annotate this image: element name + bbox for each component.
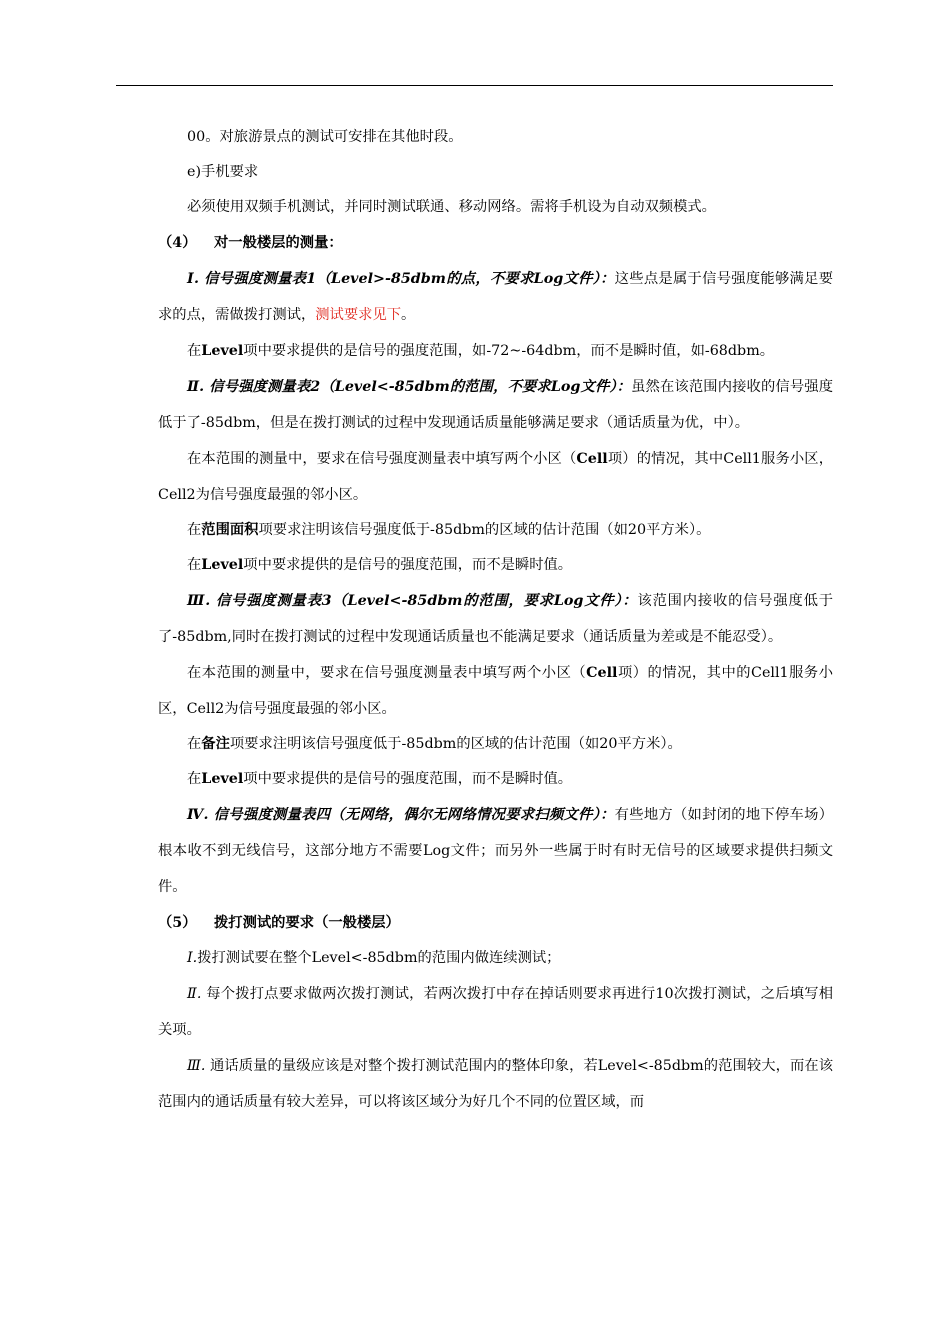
text: 在本范围的测量中，要求在信号强度测量表中填写两个小区（	[187, 665, 587, 681]
bold-term: 备注	[201, 736, 230, 752]
paragraph	[158, 513, 833, 548]
text: 在	[187, 522, 202, 538]
text: 该范围内接收的信号强度低于了-85dbm,同时在拨打测试的过程中发现通话质量也不能满足要求（通话质量为差或是不能忍受）。	[158, 593, 833, 645]
roman-numeral: Ⅰ.	[187, 950, 198, 966]
subsection-title: Ⅳ. 信号强度测量表四（无网络，偶尔无网络情况要求扫频文件）：	[187, 807, 615, 823]
paragraph	[158, 548, 833, 583]
heading-text: 拨打测试的要求（一般楼层）	[214, 915, 400, 931]
bold-term: Cell	[576, 451, 608, 467]
header-rule	[116, 85, 833, 86]
paragraph	[158, 762, 833, 797]
paragraph	[158, 261, 833, 333]
paragraph: e)手机要求	[187, 164, 259, 180]
subsection-title: Ⅰ. 信号强度测量表1（Level>-85dbm的点，不要求Log文件）：	[187, 271, 615, 287]
text: 项中要求提供的是信号的强度范围，如-72~-64dbm，而不是瞬时值，如-68dbm。	[243, 343, 775, 359]
paragraph	[158, 369, 833, 441]
text: 在	[187, 343, 202, 359]
text: 项中要求提供的是信号的强度范围，而不是瞬时值。	[243, 557, 573, 573]
text: 项）的情况，其中的Cell1服务小区，Cell2为信号强度最强的邻小区。	[158, 665, 834, 717]
paragraph	[158, 727, 833, 762]
text: 在	[187, 771, 202, 787]
text: 每个拨打点要求做两次拨打测试，若两次拨打中存在掉话则要求再进行10次拨打测试，之后填写相关项。	[158, 986, 834, 1038]
roman-numeral: Ⅲ.	[187, 1058, 206, 1074]
paragraph	[158, 583, 833, 655]
paragraph: 00。对旅游景点的测试可安排在其他时段。	[187, 129, 463, 145]
list-item	[158, 976, 833, 1048]
heading-number: （4）	[158, 235, 197, 251]
subsection-title: Ⅱ. 信号强度测量表2（Level<-85dbm的范围，不要求Log文件）：	[187, 379, 632, 395]
text: 通话质量的量级应该是对整个拨打测试范围内的整体印象，若Level<-85dbm的范围较大，而在该范围内的通话质量有较大差异，可以将该区域分为好几个不同的位置区域，而	[158, 1058, 833, 1110]
bold-term: 范围面积	[201, 522, 259, 538]
paragraph	[158, 441, 833, 513]
text: 在	[187, 736, 202, 752]
bold-term: Cell	[586, 665, 618, 681]
text: 在本范围的测量中，要求在信号强度测量表中填写两个小区（	[187, 451, 577, 467]
paragraph	[158, 655, 833, 727]
section-heading-5	[158, 905, 833, 941]
paragraph: 必须使用双频手机测试，并同时测试联通、移动网络。需将手机设为自动双频模式。	[187, 199, 716, 215]
document-body	[158, 120, 833, 1120]
text: 。	[401, 307, 416, 323]
text: 虽然在该范围内接收的信号强度低于了-85dbm，但是在拨打测试的过程中发现通话质量能够满足要求（通话质量为优，中）。	[158, 379, 833, 431]
text: 有些地方（如封闭的地下停车场）根本收不到无线信号，这部分地方不需要Log文件；而另外一些属于时有时无信号的区域要求提供扫频文件。	[158, 807, 834, 895]
bold-term: Level	[201, 557, 244, 573]
list-item	[158, 941, 833, 976]
paragraph	[158, 333, 833, 369]
text: 在	[187, 557, 202, 573]
heading-number: （5）	[158, 915, 197, 931]
roman-numeral: Ⅱ.	[187, 986, 202, 1002]
highlight-text: 测试要求见下	[315, 307, 402, 323]
list-item	[158, 1048, 833, 1120]
paragraph	[158, 797, 833, 905]
section-heading-4	[158, 225, 833, 261]
heading-text: 对一般楼层的测量：	[214, 235, 343, 251]
text: 项）的情况，其中Cell1服务小区，Cell2为信号强度最强的邻小区。	[158, 451, 834, 503]
bold-term: Level	[201, 343, 244, 359]
text: 这些点是属于信号强度能够满足要求的点，需做拨打测试，	[158, 271, 834, 323]
text: 项中要求提供的是信号的强度范围，而不是瞬时值。	[243, 771, 573, 787]
text: 项要求注明该信号强度低于-85dbm的区域的估计范围（如20平方米）。	[229, 736, 682, 752]
subsection-title: Ⅲ. 信号强度测量表3（Level<-85dbm的范围，要求Log文件）：	[187, 593, 638, 609]
text: 项要求注明该信号强度低于-85dbm的区域的估计范围（如20平方米）。	[258, 522, 711, 538]
text: 拨打测试要在整个Level<-85dbm的范围内做连续测试；	[197, 950, 561, 966]
bold-term: Level	[201, 771, 244, 787]
